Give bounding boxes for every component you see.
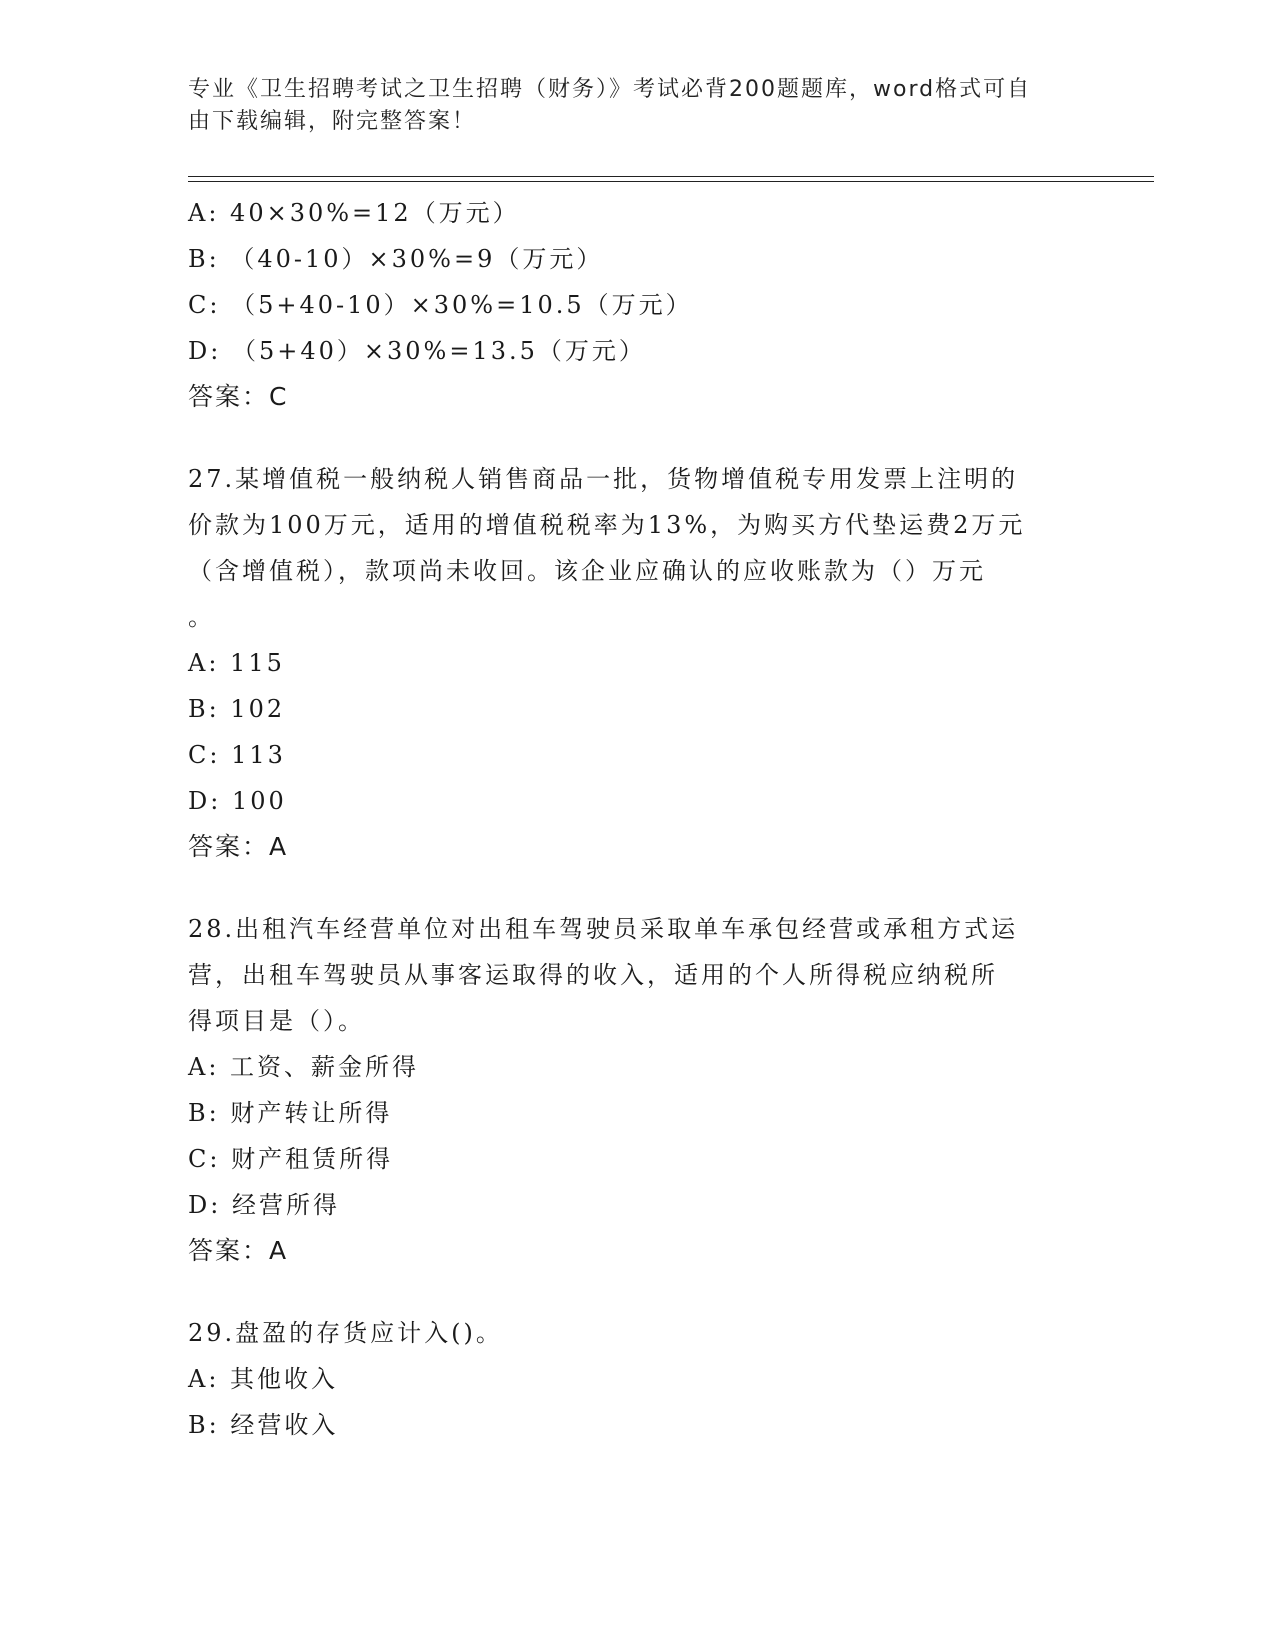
- question-26-options: [188, 190, 1108, 420]
- question-stem-line: （含增值税），款项尚未收回。该企业应确认的应收账款为（）万元: [188, 557, 986, 585]
- question-29: [188, 1310, 1108, 1448]
- question-27: [188, 456, 1108, 870]
- question-stem-line: 。: [188, 603, 215, 631]
- option-d: D: 经营所得: [188, 1191, 340, 1219]
- question-stem-line: 价款为100万元，适用的增值税税率为13%，为购买方代垫运费2万元: [188, 511, 1026, 539]
- option-d: D: （5+40）×30%=13.5（万元）: [188, 337, 646, 365]
- question-stem-line: 29.盘盈的存货应计入()。: [188, 1319, 503, 1347]
- option-b: B: （40-10）×30%=9（万元）: [188, 245, 604, 273]
- question-stem-line: 得项目是（）。: [188, 1007, 365, 1035]
- option-b: B: 102: [188, 695, 286, 723]
- option-c: C: （5+40-10）×30%=10.5（万元）: [188, 291, 693, 319]
- header-line-1: 专业《卫生招聘考试之卫生招聘（财务）》考试必背200题题库，word格式可自: [188, 77, 1032, 102]
- question-stem-line: 28.出租汽车经营单位对出租车驾驶员采取单车承包经营或承租方式运: [188, 915, 1019, 943]
- header-line-2: 由下载编辑，附完整答案！: [188, 109, 477, 134]
- answer-line: 答案：A: [188, 1236, 289, 1265]
- option-b: B: 财产转让所得: [188, 1099, 393, 1127]
- option-a: A: 115: [188, 649, 285, 677]
- document-body: [188, 190, 1108, 1448]
- question-stem-line: 营，出租车驾驶员从事客运取得的收入，适用的个人所得税应纳税所: [188, 961, 998, 989]
- header-divider-bottom: [188, 181, 1154, 182]
- header-divider-top: [188, 176, 1154, 177]
- document-header: [188, 74, 1068, 138]
- option-d: D: 100: [188, 787, 287, 815]
- answer-line: 答案：A: [188, 832, 289, 861]
- option-b: B: 经营收入: [188, 1411, 339, 1439]
- option-a: A: 工资、薪金所得: [188, 1053, 420, 1081]
- option-c: C: 财产租赁所得: [188, 1145, 394, 1173]
- option-c: C: 113: [188, 741, 286, 769]
- option-a: A: 40×30%=12（万元）: [188, 199, 520, 227]
- question-28: [188, 906, 1108, 1274]
- answer-line: 答案：C: [188, 382, 289, 411]
- option-a: A: 其他收入: [188, 1365, 339, 1393]
- question-stem-line: 27.某增值税一般纳税人销售商品一批，货物增值税专用发票上注明的: [188, 465, 1019, 493]
